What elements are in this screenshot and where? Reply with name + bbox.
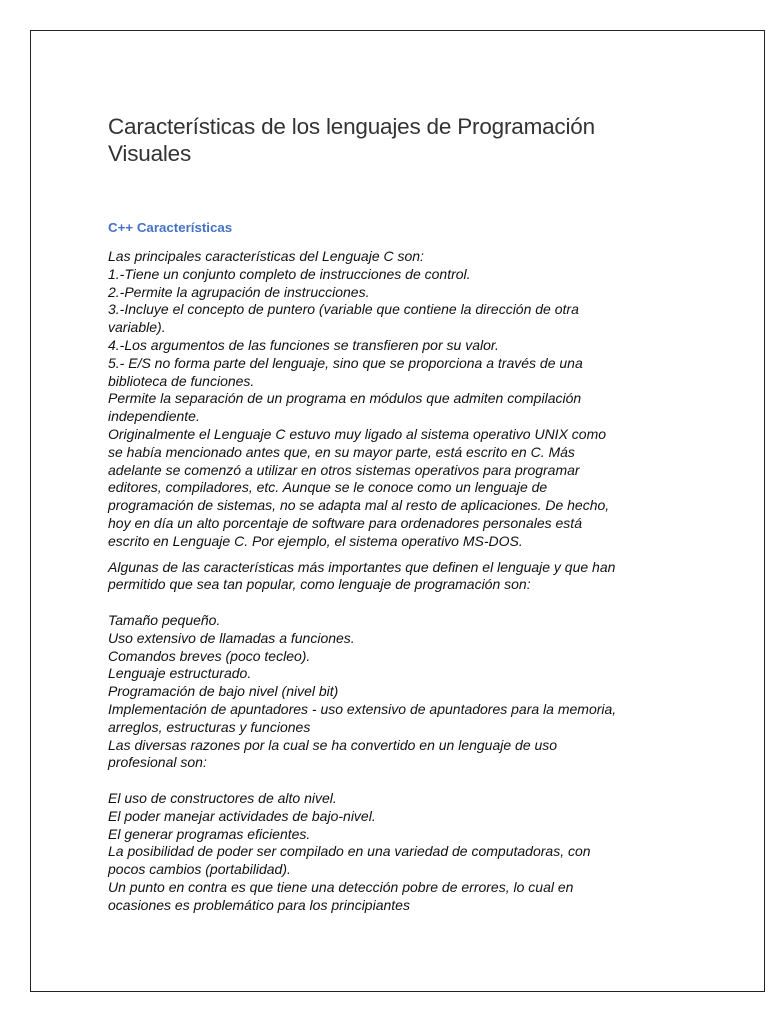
- text-line: El generar programas eficientes.: [108, 825, 311, 842]
- text-line: ocasiones es problemático para los principiantes: [108, 896, 410, 913]
- text-line: El uso de constructores de alto nivel.: [108, 789, 337, 806]
- paragraph-gap: [108, 594, 678, 612]
- text-line: Algunas de las características más importantes que definen el lenguaje y que han: [108, 558, 616, 575]
- document-page: [30, 30, 765, 992]
- text-line: escrito en Lenguaje C. Por ejemplo, el sistema operativo MS-DOS.: [108, 532, 523, 549]
- body-text: [108, 248, 678, 914]
- paragraph-features-list: [108, 248, 678, 551]
- text-line: 3.-Incluye el concepto de puntero (variable que contiene la dirección de otra: [108, 301, 579, 318]
- paragraph-features-short: [108, 612, 678, 772]
- text-line: se había mencionado antes que, en su mayor parte, está escrito en C. Más: [108, 443, 575, 460]
- text-line: Implementación de apuntadores - uso extensivo de apuntadores para la memoria,: [108, 700, 617, 717]
- text-line: Las principales características del Lenguaje C son:: [108, 248, 424, 264]
- text-line: Originalmente el Lenguaje C estuvo muy ligado al sistema operativo UNIX como: [108, 425, 607, 442]
- text-line: Un punto en contra es que tiene una detección pobre de errores, lo cual en: [108, 878, 574, 895]
- text-line: La posibilidad de poder ser compilado en una variedad de computadoras, con: [108, 843, 591, 860]
- paragraph-important-features: [108, 559, 678, 595]
- text-line: biblioteca de funciones.: [108, 372, 255, 389]
- text-line: permitido que sea tan popular, como lenguaje de programación son:: [108, 576, 531, 593]
- text-line: Uso extensivo de llamadas a funciones.: [108, 629, 355, 646]
- text-line: Las diversas razones por la cual se ha convertido en un lenguaje de uso: [108, 736, 558, 753]
- text-line: variable).: [108, 319, 166, 336]
- text-line: editores, compiladores, etc. Aunque se le conoce como un lenguaje de: [108, 479, 548, 496]
- page-title: [108, 113, 678, 167]
- text-line: Tamaño pequeño.: [108, 611, 221, 628]
- text-line: independiente.: [108, 408, 200, 425]
- title-line: Características de los lenguajes de Programación: [108, 114, 595, 139]
- document-content: [108, 113, 678, 914]
- text-line: pocos cambios (portabilidad).: [108, 861, 291, 878]
- paragraph-professional-reasons: [108, 790, 678, 915]
- title-line: Visuales: [108, 141, 192, 166]
- text-line: Programación de bajo nivel (nivel bit): [108, 683, 339, 700]
- text-line: El poder manejar actividades de bajo-nivel.: [108, 807, 376, 824]
- text-line: programación de sistemas, no se adapta mal al resto de aplicaciones. De hecho,: [108, 497, 610, 514]
- text-line: hoy en día un alto porcentaje de software para ordenadores personales está: [108, 514, 582, 531]
- section-heading: C++ Características: [108, 220, 233, 235]
- paragraph-gap: [108, 772, 678, 790]
- text-line: profesional son:: [108, 754, 207, 771]
- text-line: Comandos breves (poco tecleo).: [108, 647, 311, 664]
- text-line: Lenguaje estructurado.: [108, 665, 252, 682]
- text-line: adelante se comenzó a utilizar en otros sistemas operativos para programar: [108, 461, 580, 478]
- paragraph-gap: [108, 551, 678, 559]
- text-line: Permite la separación de un programa en módulos que admiten compilación: [108, 390, 582, 407]
- text-line: 1.-Tiene un conjunto completo de instrucciones de control.: [108, 265, 471, 282]
- text-line: arreglos, estructuras y funciones: [108, 718, 311, 735]
- text-line: 2.-Permite la agrupación de instrucciones.: [108, 283, 370, 300]
- text-line: 5.- E/S no forma parte del lenguaje, sino que se proporciona a través de una: [108, 354, 583, 371]
- text-line: 4.-Los argumentos de las funciones se transfieren por su valor.: [108, 336, 499, 353]
